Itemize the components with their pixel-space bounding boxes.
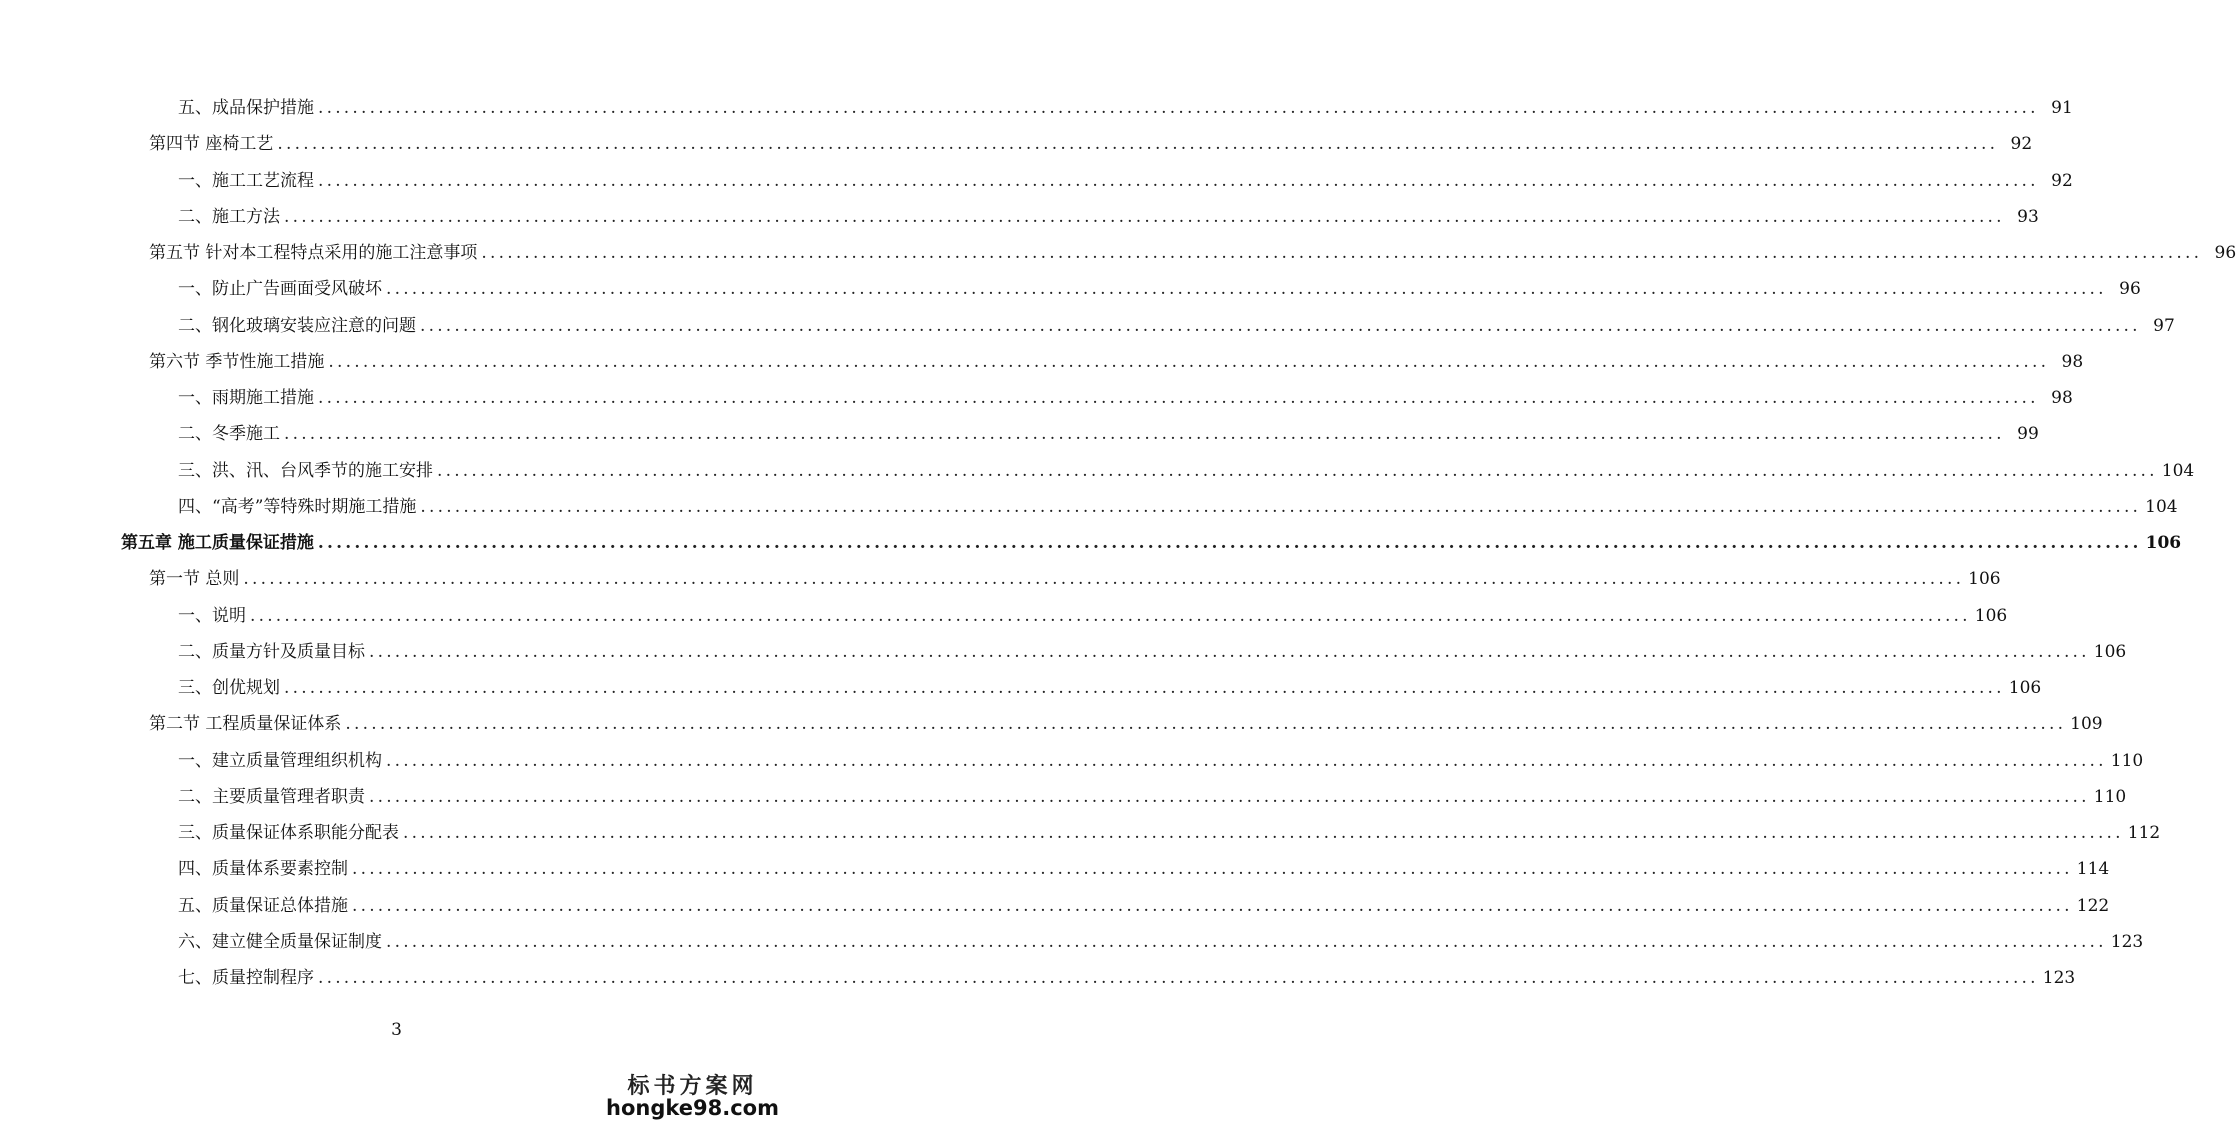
toc-dot-leader: ........................................................................................................................................................................................................	[386, 931, 2107, 952]
toc-entry	[178, 386, 2073, 410]
toc-entry-page: 104	[2161, 460, 2195, 481]
toc-entry	[149, 350, 2084, 374]
toc-entry-title: 五、质量保证总体措施	[178, 895, 348, 916]
toc-entry-title: 四、“高考”等特殊时期施工措施	[178, 496, 417, 517]
toc-entry-title: 第四节 座椅工艺	[149, 134, 274, 155]
toc-entry-title: 三、洪、汛、台风季节的施工安排	[178, 460, 433, 481]
toc-entry-title: 第二节 工程质量保证体系	[149, 714, 342, 735]
page-number: 3	[391, 1020, 402, 1040]
toc-dot-leader: ........................................................................................................................................................................................................	[318, 170, 2039, 191]
toc-entry	[178, 604, 2008, 628]
toc-entry	[178, 459, 2195, 483]
toc-entry-page: 93	[2017, 206, 2039, 227]
toc-entry	[178, 96, 2073, 120]
toc-entry-page: 97	[2153, 315, 2175, 336]
toc-entry-page: 98	[2061, 351, 2084, 372]
toc-entry-title: 二、主要质量管理者职责	[178, 786, 365, 807]
toc-entry-page: 92	[2010, 134, 2033, 155]
toc-entry-page: 110	[2093, 786, 2127, 807]
watermark-name: 标书方案网	[627, 1073, 758, 1099]
toc-entry-title: 二、钢化玻璃安装应注意的问题	[178, 315, 416, 336]
toc-entry-page: 96	[2214, 243, 2236, 263]
toc-entry-title: 一、施工工艺流程	[178, 170, 314, 191]
toc-entry-page: 106	[2093, 641, 2127, 662]
toc-entry-page: 110	[2110, 750, 2144, 771]
toc-entry-title: 一、防止广告画面受风破坏	[178, 279, 382, 300]
toc-entry-page: 98	[2051, 388, 2073, 408]
toc-dot-leader: ........................................................................................................................................................................................................	[317, 533, 2142, 553]
toc-entry-title: 二、冬季施工	[178, 424, 280, 445]
toc-entry-title: 四、质量体系要素控制	[178, 859, 348, 880]
toc-entry-page: 114	[2076, 859, 2110, 880]
toc-dot-leader: ........................................................................................................................................................................................................	[318, 98, 2039, 118]
toc-dot-leader: ........................................................................................................................................................................................................	[403, 823, 2124, 843]
toc-entry	[178, 205, 2039, 229]
toc-dot-leader: ........................................................................................................................................................................................................	[318, 968, 2039, 988]
toc-entry	[178, 966, 2076, 990]
toc-entry-page: 109	[2070, 714, 2103, 735]
toc-dot-leader: ........................................................................................................................................................................................................	[318, 388, 2039, 408]
toc-entry-page: 112	[2127, 823, 2161, 843]
toc-entry-title: 一、雨期施工措施	[178, 388, 314, 408]
toc-entry-title: 第五章 施工质量保证措施	[121, 533, 314, 553]
toc-entry-title: 第五节 针对本工程特点采用的施工注意事项	[149, 243, 478, 263]
toc-dot-leader: ........................................................................................................................................................................................................	[420, 315, 2141, 336]
toc-entry	[178, 857, 2110, 881]
toc-entry-title: 一、说明	[178, 605, 246, 626]
toc-entry-page: 106	[1974, 605, 2008, 626]
toc-entry-title: 七、质量控制程序	[178, 968, 314, 988]
toc-entry-title: 三、创优规划	[178, 678, 280, 698]
toc-entry-page: 123	[2110, 931, 2144, 952]
toc-dot-leader: ........................................................................................................................................................................................................	[386, 750, 2107, 771]
toc-entry-page: 106	[2145, 533, 2182, 553]
toc-dot-leader: ........................................................................................................................................................................................................	[284, 206, 2005, 227]
toc-dot-leader: ........................................................................................................................................................................................................	[369, 641, 2090, 662]
toc-dot-leader: ........................................................................................................................................................................................................	[345, 714, 2067, 735]
toc-entry-title: 五、成品保护措施	[178, 98, 314, 118]
toc-entry-title: 二、施工方法	[178, 206, 280, 227]
toc-entry-page: 99	[2017, 424, 2039, 445]
toc-dot-leader: ........................................................................................................................................................................................................	[352, 895, 2073, 916]
toc-entry	[178, 640, 2127, 664]
toc-dot-leader: ........................................................................................................................................................................................................	[243, 569, 1965, 590]
toc-entry	[178, 495, 2178, 519]
toc-entry-title: 第一节 总则	[149, 569, 240, 590]
toc-dot-leader: ........................................................................................................................................................................................................	[369, 786, 2090, 807]
toc-entry-title: 第六节 季节性施工措施	[149, 351, 325, 372]
toc-dot-leader: ........................................................................................................................................................................................................	[284, 424, 2005, 445]
watermark-logo	[606, 1069, 779, 1120]
toc-dot-leader: ........................................................................................................................................................................................................	[250, 605, 1971, 626]
toc-dot-leader: ........................................................................................................................................................................................................	[352, 859, 2073, 880]
toc-dot-leader: ........................................................................................................................................................................................................	[277, 134, 1999, 155]
toc-entry-page: 104	[2145, 496, 2178, 517]
toc-entry-page: 106	[2008, 678, 2042, 698]
toc-entry-title: 一、建立质量管理组织机构	[178, 750, 382, 771]
toc-entry-page: 96	[2119, 279, 2141, 300]
toc-entry	[121, 531, 2182, 555]
toc-entry	[178, 314, 2175, 338]
watermark-url: hongke98.com	[606, 1096, 779, 1120]
toc-entry	[178, 422, 2039, 446]
toc-entry	[178, 277, 2141, 301]
toc-entry	[178, 749, 2144, 773]
toc-entry	[178, 930, 2144, 954]
toc-entry	[178, 676, 2042, 700]
toc-entry	[149, 712, 2103, 736]
toc-entry-page: 122	[2076, 895, 2110, 916]
toc-dot-leader: ........................................................................................................................................................................................................	[386, 279, 2107, 300]
toc-entry	[178, 169, 2073, 193]
toc-dot-leader: ........................................................................................................................................................................................................	[328, 351, 2050, 372]
toc-dot-leader: ........................................................................................................................................................................................................	[437, 460, 2158, 481]
toc-dot-leader: ........................................................................................................................................................................................................	[481, 243, 2203, 263]
toc-entry	[149, 132, 2033, 156]
toc-entry-page: 91	[2051, 98, 2073, 118]
toc-entry-page: 123	[2042, 968, 2076, 988]
toc-entry	[149, 567, 2001, 591]
toc-entry-title: 三、质量保证体系职能分配表	[178, 823, 399, 843]
toc-entry	[149, 241, 2236, 265]
toc-entry	[178, 894, 2110, 918]
toc-dot-leader: ........................................................................................................................................................................................................	[284, 678, 2005, 698]
toc-entry	[178, 821, 2161, 845]
toc-dot-leader: ........................................................................................................................................................................................................	[420, 496, 2142, 517]
toc-entry-title: 二、质量方针及质量目标	[178, 641, 365, 662]
toc-entry-title: 六、建立健全质量保证制度	[178, 931, 382, 952]
toc-entry-page: 92	[2051, 170, 2073, 191]
toc-entry	[178, 785, 2127, 809]
toc-entry-page: 106	[1968, 569, 2001, 590]
